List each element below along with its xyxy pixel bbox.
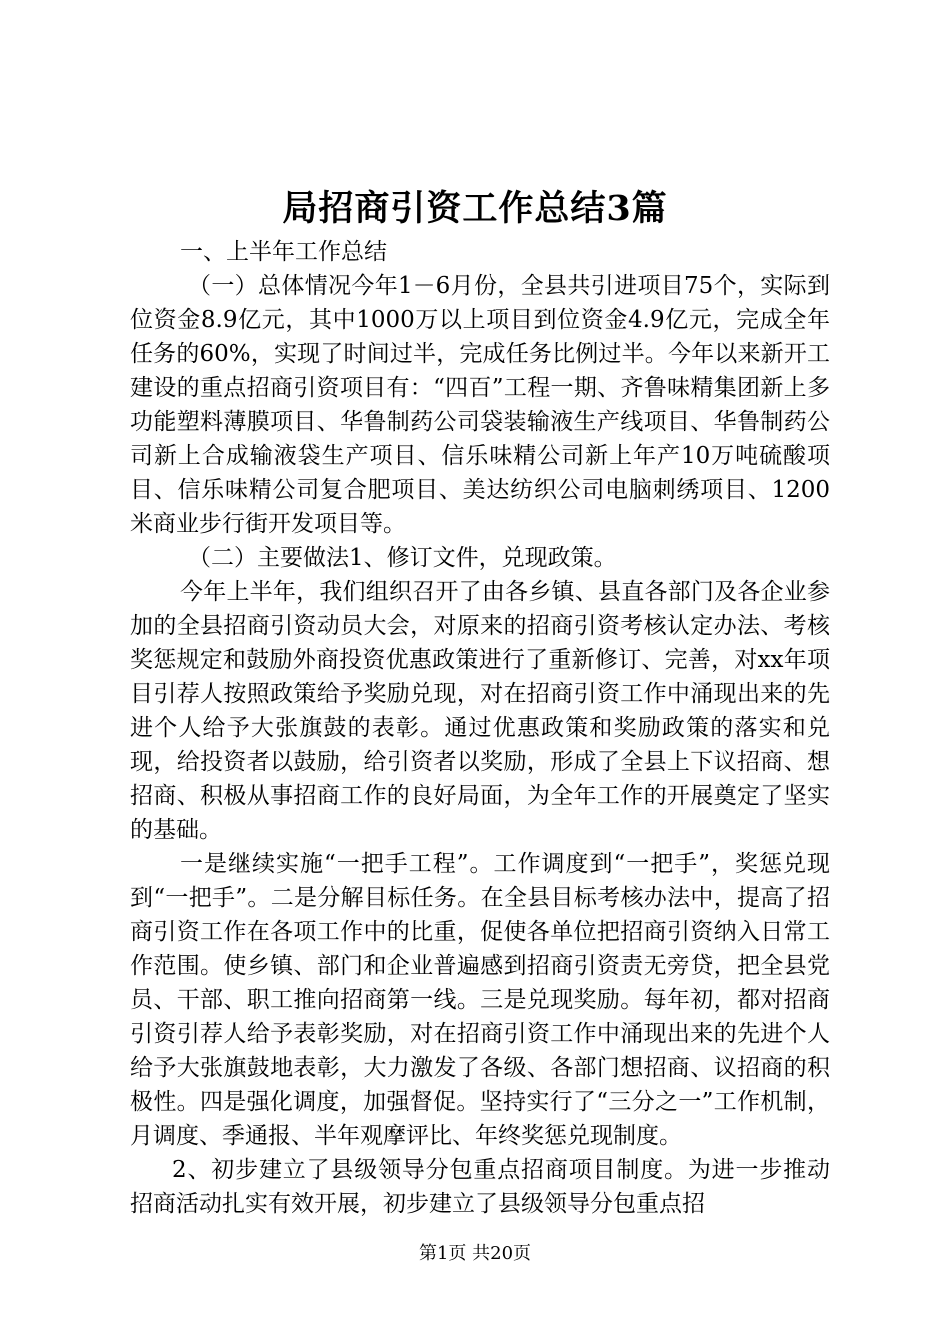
paragraph-methods-heading: （二）主要做法1、修订文件，兑现政策。 (188, 545, 617, 571)
paragraph-overview: （一）总体情况今年1－6月份，全县共引进项目75个，实际到位资金8.9亿元，其中1000万以上项目到位资金4.9亿元，完成全年任务的60%，实现了时间过半，完成任务比例过半。今年以来新开工建设的重点招商引资项目有：“四百”工程一期、齐鲁味精集团新上多功能塑料薄膜项目、华鲁制药公司袋装输液生产线项目、华鲁制药公司新上合成输液袋生产项目、信乐味精公司新上年产10万吨硫酸项目、信乐味精公司复合肥项目、美达纺织公司电脑刺绣项目、1200米商业步行街开发项目等。 (130, 273, 830, 537)
paragraph-first-half: 今年上半年，我们组织召开了由各乡镇、县直各部门及各企业参加的全县招商引资动员大会，对原来的招商引资考核认定办法、考核奖惩规定和鼓励外商投资优惠政策进行了重新修订、完善，对xx年项目引荐人按照政策给予奖励兑现，对在招商引资工作中涌现出来的先进个人给予大张旗鼓的表彰。通过优惠政策和奖励政策的落实和兑现，给投资者以鼓励，给引资者以奖励，形成了全县上下议招商、想招商、积极从事招商工作的良好局面，为全年工作的开展奠定了坚实的基础。 (130, 579, 830, 843)
section-heading: 一、上半年工作总结 (180, 239, 387, 265)
document-body (130, 235, 830, 1221)
paragraph-measures: 一是继续实施“一把手工程”。工作调度到“一把手”，奖惩兑现到“一把手”。二是分解目标任务。在全县目标考核办法中，提高了招商引资工作在各项工作中的比重，促使各单位把招商引资纳入日常工作范围。使乡镇、部门和企业普遍感到招商引资责无旁贷，把全县党员、干部、职工推向招商第一线。三是兑现奖励。每年初，都对招商引资引荐人给予表彰奖励，对在招商引资工作中涌现出来的先进个人给予大张旗鼓地表彰，大力激发了各级、各部门想招商、议招商的积极性。四是强化调度，加强督促。坚持实行了“三分之一”工作机制，月调度、季通报、半年观摩评比、年终奖惩兑现制度。 (130, 851, 830, 1149)
page-footer: 第1页 共20页 (418, 1243, 532, 1264)
paragraph-leadership-system: 2、初步建立了县级领导分包重点招商项目制度。为进一步推动招商活动扎实有效开展，初步建立了县级领导分包重点招 (130, 1157, 830, 1217)
document-title: 局招商引资工作总结3篇 (282, 188, 668, 229)
